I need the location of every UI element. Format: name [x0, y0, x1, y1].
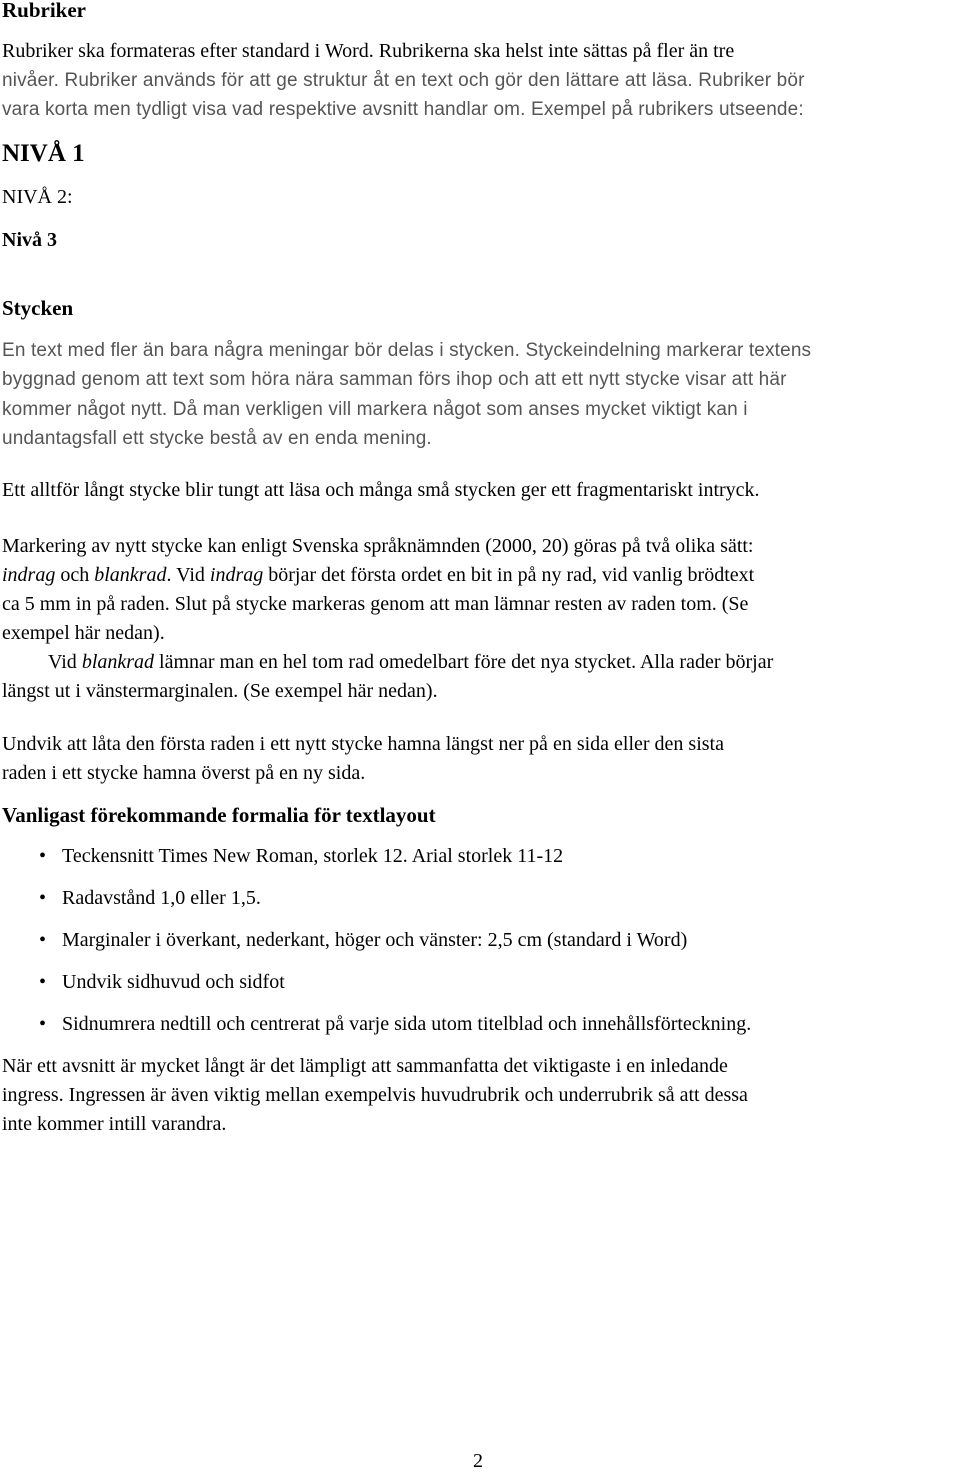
example-heading-level-1: NIVÅ 1 — [2, 140, 85, 167]
text-run: och — [55, 564, 95, 586]
stycken-paragraph-2: Ett alltför långt stycke blir tungt att läsa och många små stycken ger ett fragmentariskt intryck. — [2, 479, 760, 501]
text-line: En text med fler än bara några meningar bör delas i stycken. Styckeindelning markerar textens — [2, 340, 812, 361]
text-run: börjar det första ordet en bit in på ny rad, vid vanlig brödtext — [263, 564, 755, 586]
text-line: Markering av nytt stycke kan enligt Svenska språknämnden (2000, 20) göras på två olika sätt: — [2, 535, 754, 557]
text-line: exempel här nedan). — [2, 622, 165, 644]
text-line: längst ut i vänstermarginalen. (Se exempel här nedan). — [2, 680, 438, 702]
list-item-text: Teckensnitt Times New Roman, storlek 12. Arial storlek 11-12 — [62, 845, 564, 867]
text-line: Undvik att låta den första raden i ett nytt stycke hamna längst ner på en sida eller den sista — [2, 733, 724, 755]
heading-rubriker: Rubriker — [2, 0, 86, 22]
list-item-text: Marginaler i överkant, nederkant, höger och vänster: 2,5 cm (standard i Word) — [62, 929, 688, 951]
text-run: lämnar man en hel tom rad omedelbart före det nya stycket. Alla rader börjar — [154, 651, 774, 673]
example-heading-level-3: Nivå 3 — [2, 229, 57, 251]
italic-term: indrag — [209, 564, 264, 586]
italic-term: blankrad — [81, 651, 155, 673]
text-line: ingress. Ingressen är även viktig mellan exempelvis huvudrubrik och underrubrik så att dessa — [2, 1084, 748, 1106]
text-line: inte kommer intill varandra. — [2, 1113, 227, 1135]
formalia-closing-paragraph — [2, 1052, 958, 1139]
list-item-text: Radavstånd 1,0 eller 1,5. — [62, 887, 261, 909]
text-line: nivåer. Rubriker används för att ge struktur åt en text och gör den lättare att läsa. Rubriker bör — [2, 70, 805, 91]
list-item — [0, 1010, 958, 1052]
formalia-bullet-list — [0, 842, 958, 1052]
text-line: vara korta men tydligt visa vad respektive avsnitt handlar om. Exempel på rubrikers utseende: — [2, 99, 804, 120]
italic-term: blankrad — [94, 564, 167, 586]
heading-stycken: Stycken — [2, 296, 74, 320]
text-line-indented — [2, 648, 958, 677]
bullet-icon: • — [39, 845, 47, 867]
list-item — [0, 842, 958, 884]
bullet-icon: • — [39, 971, 47, 993]
bullet-icon: • — [39, 929, 47, 951]
stycken-paragraph-4 — [2, 730, 958, 788]
rubriker-paragraph — [2, 37, 958, 124]
text-line — [2, 561, 958, 590]
list-item — [0, 884, 958, 926]
text-run: . Vid — [166, 564, 210, 586]
text-line: undantagsfall ett stycke bestå av en enda mening. — [2, 427, 432, 449]
stycken-paragraph-1 — [2, 336, 958, 453]
list-item-text: Sidnumrera nedtill och centrerat på varje sida utom titelblad och innehållsförteckning. — [62, 1013, 752, 1035]
text-line: Rubriker ska formateras efter standard i Word. Rubrikerna ska helst inte sättas på fler än tre — [2, 40, 735, 62]
bullet-icon: • — [39, 1013, 47, 1035]
bullet-icon: • — [39, 887, 47, 909]
stycken-paragraph-3 — [2, 532, 958, 706]
list-item — [0, 968, 958, 1010]
list-item — [0, 926, 958, 968]
text-line: byggnad genom att text som höra nära samman förs ihop och att ett nytt stycke visar att här — [2, 369, 787, 391]
text-line: ca 5 mm in på raden. Slut på stycke markeras genom att man lämnar resten av raden tom. (Se — [2, 593, 749, 615]
list-item-text: Undvik sidhuvud och sidfot — [62, 971, 285, 993]
text-line: kommer något nytt. Då man verkligen vill markera något som anses mycket viktigt kan i — [2, 398, 748, 420]
text-run: Vid — [48, 651, 82, 673]
text-line: raden i ett stycke hamna överst på en ny sida. — [2, 762, 366, 784]
text-line: När ett avsnitt är mycket långt är det lämpligt att sammanfatta det viktigaste i en inledande — [2, 1055, 728, 1077]
italic-term: indrag — [2, 564, 56, 586]
page-number: 2 — [473, 1450, 483, 1472]
example-heading-level-2: NIVÅ 2: — [2, 186, 73, 208]
heading-formalia: Vanligast förekommande formalia för textlayout — [2, 803, 436, 827]
